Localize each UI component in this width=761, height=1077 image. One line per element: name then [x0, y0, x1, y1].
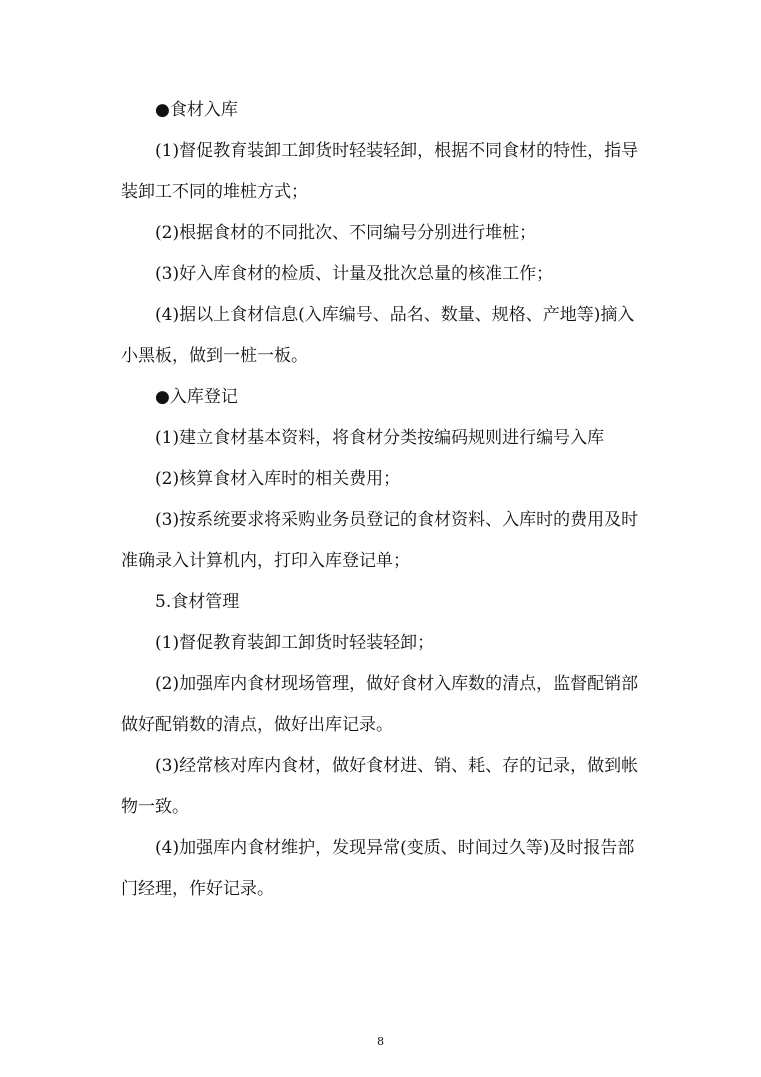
- paragraph-management-item-1: (1)督促教育装卸工卸货时轻装轻卸；: [155, 633, 435, 653]
- section-heading-management: 5.食材管理: [155, 592, 240, 612]
- paragraph-registration-item-2: (2)核算食材入库时的相关费用；: [155, 469, 401, 489]
- paragraph-registration-item-3: (3)按系统要求将采购业务员登记的食材资料、入库时的费用及时准确录入计算机内，打印入库登记单；: [121, 510, 639, 571]
- page-number: 8: [377, 1035, 384, 1048]
- paragraph-management-item-4: (4)加强库内食材维护，发现异常(变质、时间过久等)及时报告部门经理，作好记录。: [121, 838, 635, 899]
- paragraph-entry-item-4: (4)据以上食材信息(入库编号、品名、数量、规格、产地等)摘入小黑板，做到一桩一板。: [121, 305, 635, 366]
- document-body: [121, 90, 646, 910]
- paragraph-entry-item-3: (3)好入库食材的检质、计量及批次总量的核准工作；: [155, 264, 554, 284]
- paragraph-management-item-3: (3)经常核对库内食材，做好食材进、销、耗、存的记录，做到帐物一致。: [121, 756, 639, 817]
- paragraph-entry-item-2: (2)根据食材的不同批次、不同编号分别进行堆桩；: [155, 223, 537, 243]
- paragraph-entry-item-1: (1)督促教育装卸工卸货时轻装轻卸，根据不同食材的特性，指导装卸工不同的堆桩方式；: [121, 141, 639, 202]
- paragraph-management-item-2: (2)加强库内食材现场管理，做好食材入库数的清点，监督配销部做好配销数的清点，做好出库记录。: [121, 674, 639, 735]
- section-heading-registration: ●入库登记: [155, 387, 238, 407]
- paragraph-registration-item-1: (1)建立食材基本资料，将食材分类按编码规则进行编号入库: [155, 428, 605, 448]
- section-heading-storage-entry: ●食材入库: [155, 100, 238, 120]
